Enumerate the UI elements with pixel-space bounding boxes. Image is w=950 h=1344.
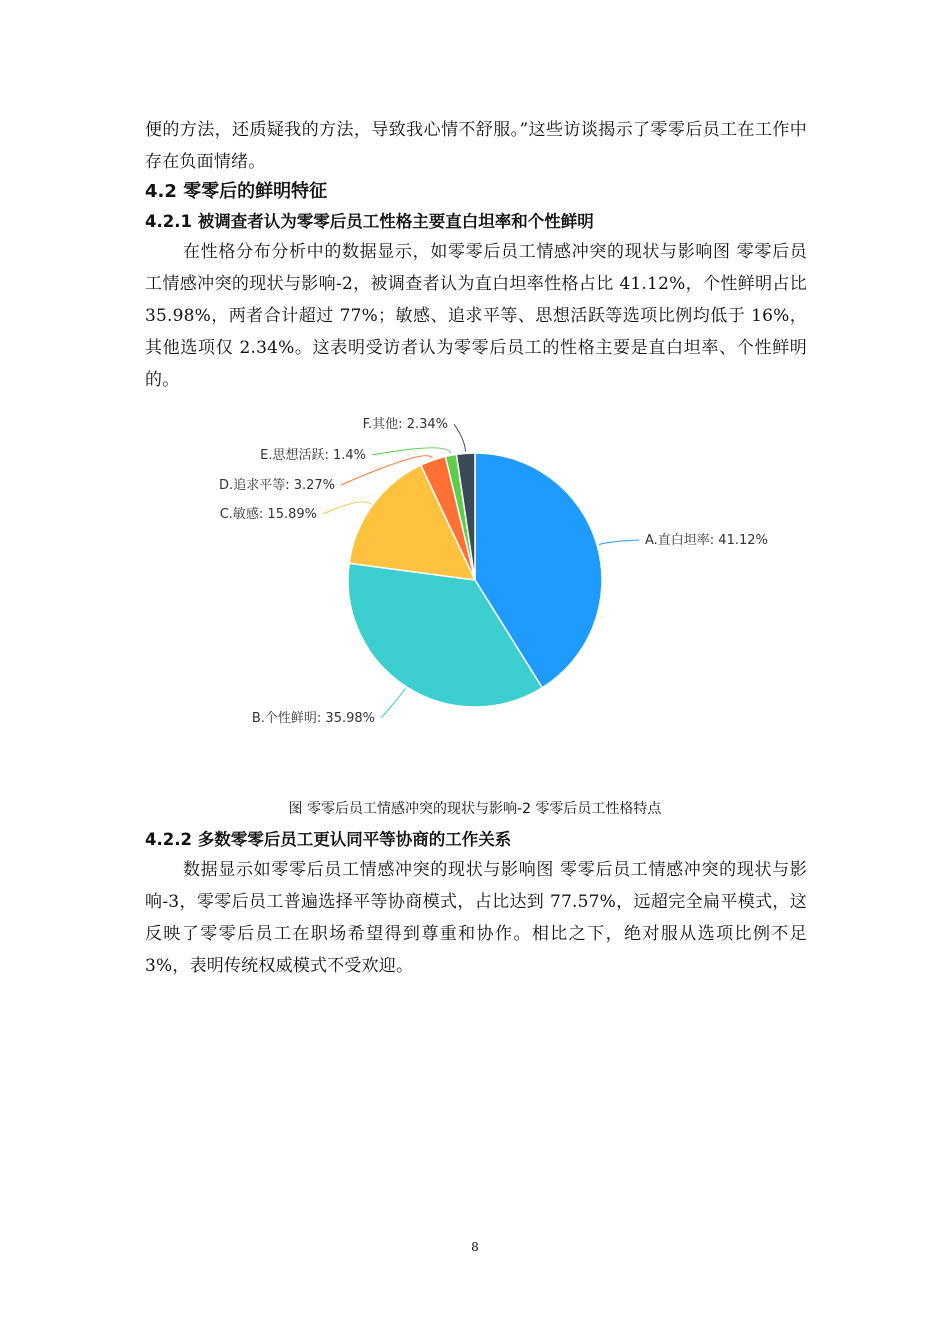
leader-line-a bbox=[599, 540, 639, 544]
figure-caption: 图 零零后员工情感冲突的现状与影响-2 零零后员工性格特点 bbox=[288, 801, 662, 817]
heading-4-2 bbox=[145, 176, 807, 208]
paragraph-2 bbox=[145, 236, 807, 396]
paragraph-text: 便的方法，还质疑我的方法，导致我心情不舒服。”这些访谈揭示了零零后员工在工作中存在负面情绪。 bbox=[145, 120, 807, 172]
subsection-heading: 4.2.2 多数零零后员工更认同平等协商的工作关系 bbox=[145, 830, 512, 849]
leader-line-f bbox=[454, 424, 466, 451]
slice-label-e: E.思想活跃: 1.4% bbox=[260, 448, 366, 463]
leader-line-b bbox=[381, 688, 405, 718]
slice-label-f: F.其他: 2.34% bbox=[362, 417, 448, 432]
leader-line-e bbox=[372, 448, 451, 455]
paragraph-1 bbox=[145, 114, 807, 178]
paragraph-text: 在性格分布分析中的数据显示，如零零后员工情感冲突的现状与影响图 零零后员工情感冲突的现状与影响-2，被调查者认为直白坦率性格占比 41.12%，个性鲜明占比 35.98%，两者合计超过 77%；敏感、追求平等、思想活跃等选项比例均低于 16%，其他选项仅 2.34%。这表明受访者认为零零后员工的性格主要是直白坦率、个性鲜明的。 bbox=[145, 242, 807, 390]
slice-label-c: C.敏感: 15.89% bbox=[219, 507, 317, 522]
pie-slices bbox=[348, 453, 602, 707]
paragraph-3 bbox=[145, 854, 807, 982]
heading-4-2-2 bbox=[145, 824, 807, 856]
slice-label-a: A.直白坦率: 41.12% bbox=[645, 533, 768, 548]
slice-label-b: B.个性鲜明: 35.98% bbox=[251, 711, 375, 726]
subsection-heading: 4.2.1 被调查者认为零零后员工性格主要直白坦率和个性鲜明 bbox=[145, 212, 594, 231]
slice-label-d: D.追求平等: 3.27% bbox=[219, 478, 335, 493]
section-heading: 4.2 零零后的鲜明特征 bbox=[145, 181, 328, 202]
paragraph-text: 数据显示如零零后员工情感冲突的现状与影响图 零零后员工情感冲突的现状与影响-3，零零后员工普遍选择平等协商模式，占比达到 77.57%，远超完全扁平模式，这反映了零零后员工在职场希望得到尊重和协作。相比之下，绝对服从选项比例不足 3%，表明传统权威模式不受欢迎。 bbox=[145, 860, 807, 976]
page-number: 8 bbox=[471, 1240, 479, 1254]
pie-chart bbox=[190, 402, 790, 742]
heading-4-2-1 bbox=[145, 206, 807, 238]
leader-line-c bbox=[323, 502, 371, 514]
